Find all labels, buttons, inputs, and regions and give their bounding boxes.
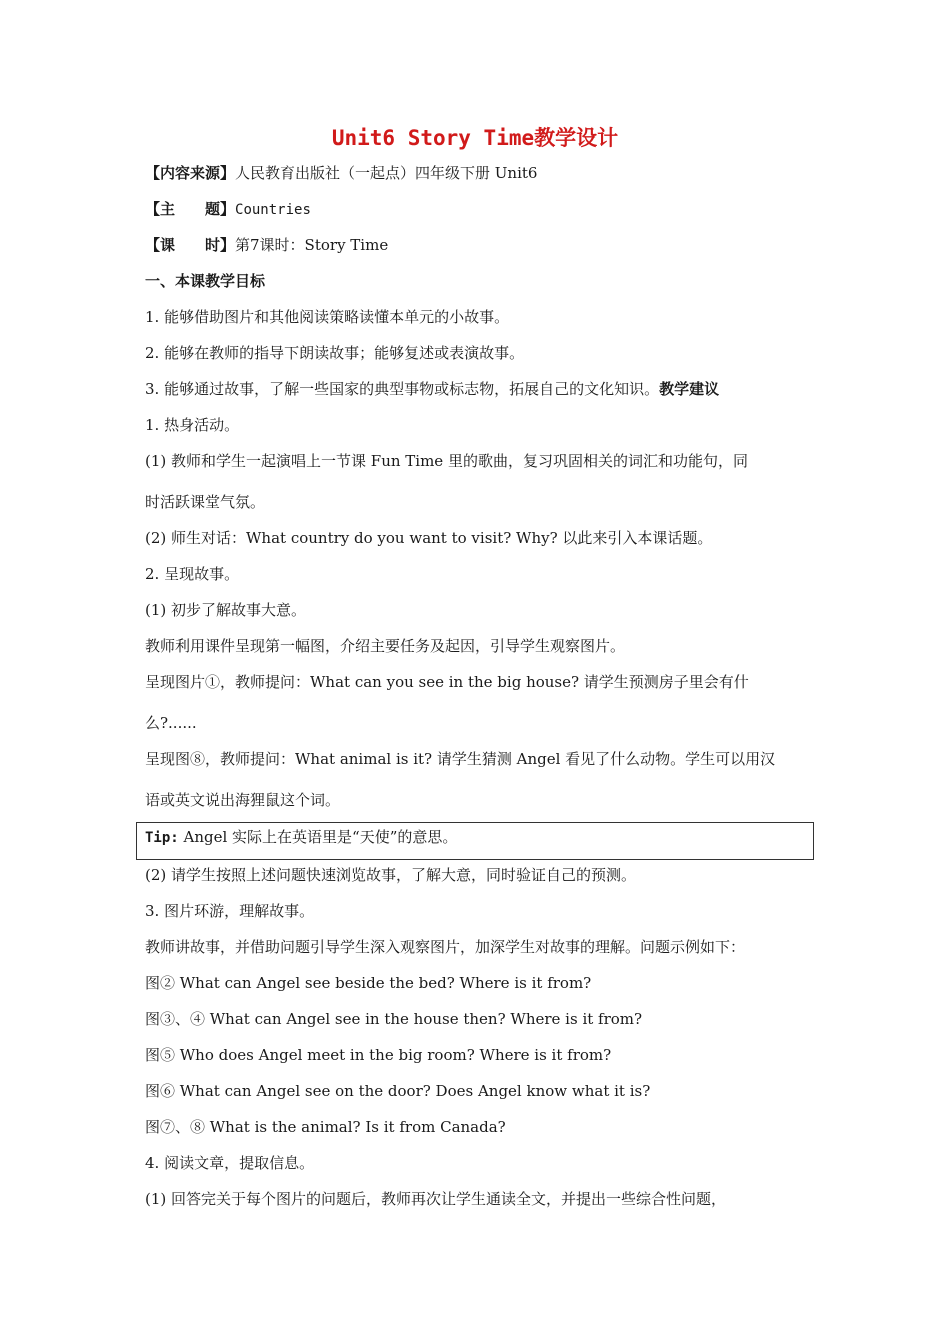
section2-heading: 教学建议 (659, 380, 720, 398)
body-line: 教师讲故事，并借助问题引导学生深入观察图片，加深学生对故事的理解。问题示例如下： (145, 938, 746, 956)
tip-text: Angel 实际上在英语里是“天使”的意思。 (178, 828, 458, 846)
tip-line (145, 826, 815, 849)
title-chinese: 教学设计 (534, 125, 619, 150)
body-line: 教师利用课件呈现第一幅图，介绍主要任务及起因，引导学生观察图片。 (145, 637, 626, 655)
meta-period-value: 第7课时：Story Time (235, 236, 389, 254)
body-line: (1) 回答完关于每个图片的问题后，教师再次让学生通读全文，并提出一些综合性问题， (145, 1190, 727, 1208)
body-line: (1) 教师和学生一起演唱上一节课 Fun Time 里的歌曲，复习巩固相关的词汇和功能句，同 (145, 452, 748, 470)
tip-label: Tip: (145, 830, 179, 846)
tip-box (136, 822, 814, 860)
section1-heading: 一、本课教学目标 (145, 272, 266, 290)
body-line: 3. 图片环游，理解故事。 (145, 902, 315, 920)
body-line: 呈现图⑧，教师提问：What animal is it? 请学生猜测 Angel 看见了什么动物。学生可以用汉 (145, 750, 776, 768)
goal-1: 1. 能够借助图片和其他阅读策略读懂本单元的小故事。 (145, 308, 510, 326)
goal-3-text: 3. 能够通过故事，了解一些国家的典型事物或标志物，拓展自己的文化知识。 (145, 380, 660, 398)
body-line: 4. 阅读文章，提取信息。 (145, 1154, 315, 1172)
body-line: 么?...... (145, 714, 197, 732)
body-line: (2) 请学生按照上述问题快速浏览故事，了解大意，同时验证自己的预测。 (145, 866, 637, 884)
meta-topic-label: 【主 题】 (145, 200, 236, 218)
meta-period (145, 234, 815, 256)
meta-topic-value: Countries (235, 202, 311, 218)
goal-2: 2. 能够在教师的指导下朗读故事；能够复述或表演故事。 (145, 344, 525, 362)
meta-source-value: 人民教育出版社（一起点）四年级下册 Unit6 (235, 164, 538, 182)
body-line: 图⑤ Who does Angel meet in the big room? Where is it from? (145, 1046, 612, 1064)
body-line: 2. 呈现故事。 (145, 565, 240, 583)
body-line: (1) 初步了解故事大意。 (145, 601, 307, 619)
goal-3 (145, 378, 815, 400)
body-line: 图⑦、⑧ What is the animal? Is it from Canada? (145, 1118, 506, 1136)
document-title (0, 122, 950, 152)
body-line: 图② What can Angel see beside the bed? Where is it from? (145, 974, 592, 992)
meta-period-label: 【课 时】 (145, 236, 236, 254)
body-line: 图③、④ What can Angel see in the house then? Where is it from? (145, 1010, 643, 1028)
body-line: 语或英文说出海狸鼠这个词。 (145, 791, 341, 809)
meta-source-label: 【内容来源】 (145, 164, 236, 182)
body-line: 图⑥ What can Angel see on the door? Does Angel know what it is? (145, 1082, 651, 1100)
title-english: Unit6 Story Time (331, 126, 535, 150)
body-line: 1. 热身活动。 (145, 416, 240, 434)
body-line: 时活跃课堂气氛。 (145, 493, 266, 511)
body-line: 呈现图片①，教师提问：What can you see in the big house? 请学生预测房子里会有什 (145, 673, 749, 691)
meta-topic (145, 198, 815, 221)
body-line: (2) 师生对话：What country do you want to visit? Why? 以此来引入本课话题。 (145, 529, 713, 547)
meta-source (145, 162, 815, 184)
